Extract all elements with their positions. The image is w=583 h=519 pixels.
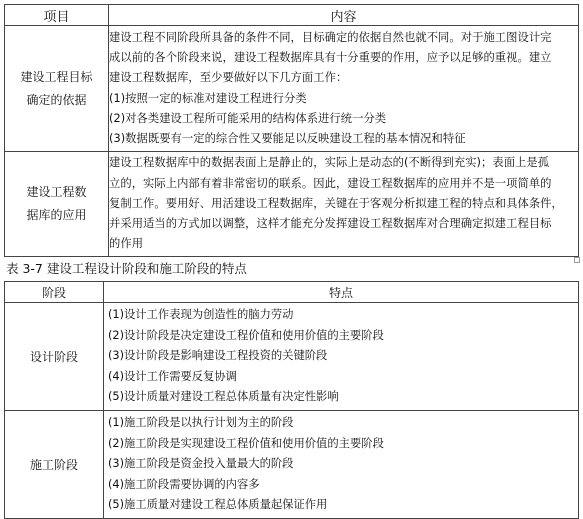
content-line: 并采用适当的方式加以调整，这样才能充分发挥建设工程数据库对合理确定拟建工程目标 [109, 217, 552, 231]
content-line: 建设工程数据库，至少要做好以下几方面工作： [109, 71, 348, 85]
row-label-line: 据库的应用 [26, 208, 87, 222]
list-item: (5)设计质量对建设工程总体质量有决定性影响 [108, 390, 339, 404]
list-item: (5)施工质量对建设工程总体质量起保证作用 [108, 498, 328, 512]
row-label [5, 152, 109, 257]
header-stage: 阶段 [5, 282, 104, 303]
list-item: (4)设计工作需要反复协调 [108, 369, 237, 383]
content-line: (1)按照一定的标准对建设工程进行分类 [109, 91, 307, 105]
table-stage-features [4, 281, 579, 519]
content-line: (3)数据既要有一定的综合性又要能足以反映建设工程的基本情况和特征 [109, 132, 466, 146]
table-header-row [5, 282, 579, 303]
list-item: (4)施工阶段需要协调的内容多 [108, 477, 260, 491]
stage-features [104, 303, 579, 411]
table-row [5, 303, 579, 411]
row-label-line: 确定的依据 [26, 92, 87, 107]
list-item: (1)设计工作表现为创造性的脑力劳动 [108, 308, 294, 321]
row-content [109, 152, 579, 257]
table-target-basis [4, 4, 579, 257]
content-line: (2)对各类建设工程所可能采用的结构体系进行统一分类 [109, 111, 387, 125]
table-header-row [5, 5, 579, 26]
content-line: 的作用 [109, 237, 144, 251]
table-caption: 表 3-7 建设工程设计阶段和施工阶段的特点 [6, 261, 247, 276]
table-row [5, 152, 579, 257]
stage-label: 设计阶段 [5, 303, 104, 411]
row-label-line: 建设工程数 [26, 185, 87, 199]
list-item: (2)设计阶段是决定建设工程价值和使用价值的主要阶段 [108, 328, 384, 342]
row-label-line: 建设工程目标 [20, 69, 93, 84]
list-item: (1)施工阶段是以执行计划为主的阶段 [108, 415, 294, 429]
header-features: 特点 [104, 282, 579, 303]
content-line: 立的，实际上内部有着非常密切的联系。因此，建设工程数据库的应用并不是一项简单的 [109, 176, 552, 190]
content-line: 复制工作。要用好、用活建设工程数据库，关键在于客观分析拟建工程的特点和具体条件， [109, 196, 563, 210]
content-line: 建设工程数据库中的数据表面上是静止的，实际上是动态的(不断得到充实)；表面上是孤 [109, 156, 550, 170]
table-resize-handle[interactable] [574, 257, 580, 263]
stage-features [104, 410, 579, 518]
row-content [109, 26, 579, 152]
list-item: (2)施工阶段是实现建设工程价值和使用价值的主要阶段 [108, 436, 384, 450]
content-line: 建设工程不同阶段所具备的条件不同，目标确定的依据自然也就不同。对于施工图设计完 [109, 30, 552, 44]
content-line: 成以前的各个阶段来说，建设工程数据库具有十分重要的作用，应予以足够的重视。建立 [109, 50, 552, 64]
table-row [5, 26, 579, 152]
table-row [5, 410, 579, 518]
header-content: 内容 [109, 5, 579, 26]
row-label [5, 26, 109, 152]
list-item: (3)设计阶段是影响建设工程投资的关键阶段 [108, 349, 328, 363]
header-item: 项目 [5, 5, 109, 26]
list-item: (3)施工阶段是资金投入量最大的阶段 [108, 457, 294, 471]
stage-label: 施工阶段 [5, 410, 104, 518]
